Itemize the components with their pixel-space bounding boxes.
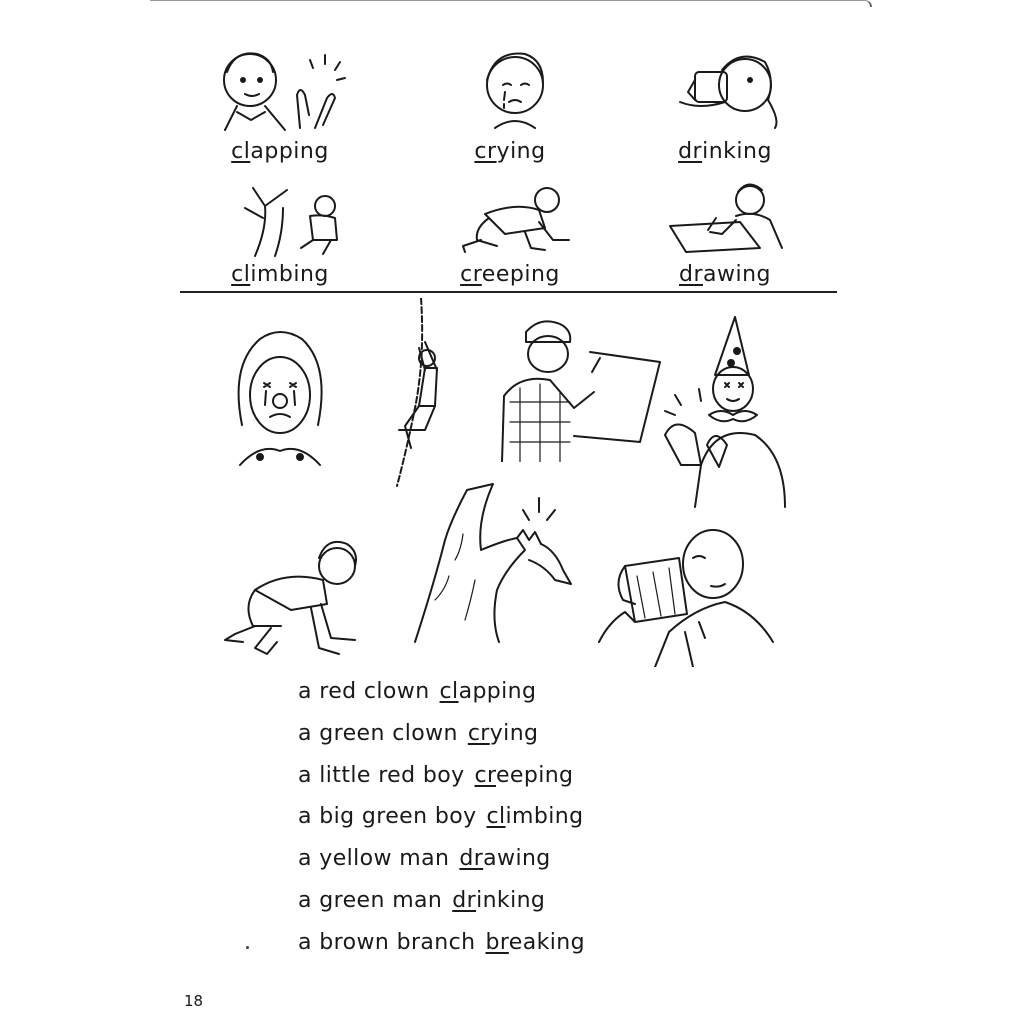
sentence-line: a yellow man drawing bbox=[298, 846, 551, 872]
section-divider bbox=[180, 291, 837, 293]
sentence-line: a green clown crying bbox=[298, 720, 539, 746]
sentence-line: a big green boy climbing bbox=[298, 804, 584, 830]
vocab-word: crying bbox=[474, 139, 546, 164]
vocab-word: climbing bbox=[231, 262, 329, 287]
man-drinking-illustration bbox=[595, 522, 775, 667]
boy-clapping-picture bbox=[205, 40, 355, 135]
man-climbing-rope-illustration bbox=[385, 298, 455, 488]
child-climbing-tree-picture bbox=[205, 178, 355, 258]
crying-clown-illustration bbox=[230, 325, 330, 480]
vocab-word: creeping bbox=[460, 262, 560, 287]
sentence-line: a brown branch breaking bbox=[298, 929, 585, 955]
sentence-line: a little red boy creeping bbox=[298, 762, 574, 788]
girl-crying-picture bbox=[435, 40, 585, 135]
boy-creeping-illustration bbox=[215, 530, 370, 660]
sentence-list bbox=[298, 676, 585, 969]
vocab-climbing bbox=[180, 178, 380, 287]
vocab-word: drinking bbox=[678, 139, 772, 164]
vocab-drawing bbox=[625, 178, 825, 287]
clown-clapping-illustration bbox=[655, 315, 800, 510]
sentence-line: a green man drinking bbox=[298, 887, 546, 913]
sentence-line: a red clown clapping bbox=[298, 679, 537, 704]
vocab-word: clapping bbox=[231, 139, 329, 164]
page-number: 18 bbox=[184, 992, 204, 1010]
vocab-clapping bbox=[180, 40, 380, 164]
boy-drawing-picture bbox=[650, 178, 800, 258]
tree-branch-breaking-illustration bbox=[405, 480, 585, 645]
man-drawing-illustration bbox=[480, 312, 665, 462]
vocab-drinking bbox=[625, 40, 825, 164]
vocab-word: drawing bbox=[678, 262, 771, 287]
baby-creeping-picture bbox=[435, 178, 585, 258]
girl-drinking-picture bbox=[650, 40, 800, 135]
vocab-creeping bbox=[410, 178, 610, 287]
page-top-edge bbox=[150, 0, 872, 7]
vocab-crying bbox=[410, 40, 610, 164]
stray-mark bbox=[246, 946, 249, 949]
